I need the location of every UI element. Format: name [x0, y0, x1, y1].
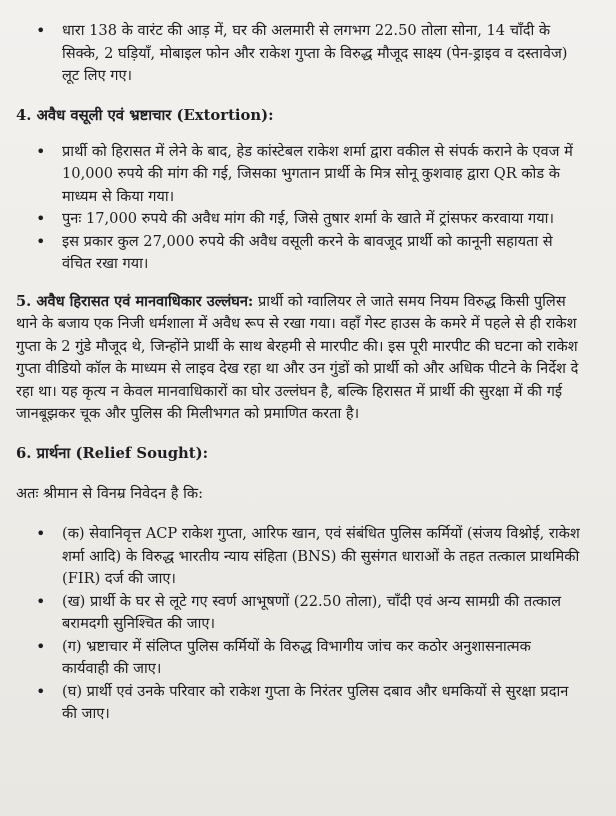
relief-bullet-list	[16, 523, 580, 726]
section4-bullet-list	[16, 141, 580, 276]
relief-intro: अतः श्रीमान से विनम्र निवेदन है कि:	[16, 484, 204, 502]
section-heading-relief: 6. प्रार्थना (Relief Sought):	[16, 444, 209, 462]
list-item: • (ख) प्रार्थी के घर से लूटे गए स्वर्ण आभूषणों (22.50 तोला), चाँदी एवं अन्य सामग्री की तत्काल बरामदगी सुनिश्चित की जाए।	[16, 591, 580, 636]
list-item: • (क) सेवानिवृत्त ACP राकेश गुप्ता, आरिफ खान, एवं संबंधित पुलिस कर्मियों (संजय विश्नोई, राकेश शर्मा आदि) के विरुद्ध भारतीय न्याय संहिता (BNS) की सुसंगत धाराओं के तहत तत्काल प्राथमिकी (FIR) दर्ज की जाए।	[16, 523, 580, 591]
list-item: • इस प्रकार कुल 27,000 रुपये की अवैध वसूली करने के बावजूद प्रार्थी को कानूनी सहायता से वंचित रखा गया।	[16, 231, 580, 276]
section-body-text: प्रार्थी को ग्वालियर ले जाते समय नियम विरुद्ध किसी पुलिस थाने के बजाय एक निजी धर्मशाला में अवैध रूप से रखा गया। वहाँ गेस्ट हाउस के कमरे में पहले से ही राकेश गुप्ता के 2 गुंडे मौजूद थे, जिन्होंने प्रार्थी के साथ बेरहमी से मारपीट की। इस पूरी मारपीट की घटना को राकेश गुप्ता वीडियो कॉल के माध्यम से लाइव देख रहा था और उन गुंडों को प्रार्थी को और अधिक पीटने के निर्देश दे रहा था। यह कृत्य न केवल मानवाधिकारों का घोर उल्लंघन है, बल्कि हिरासत में प्रार्थी की सुरक्षा में की गई जानबूझकर चूक और पुलिस की मिलीभगत को प्रमाणित करता है।	[16, 292, 579, 422]
list-item: • पुनः 17,000 रुपये की अवैध मांग की गई, जिसे तुषार शर्मा के खाते में ट्रांसफर करवाया गया।	[16, 208, 580, 231]
section-heading-illegal-detention: 5. अवैध हिरासत एवं मानवाधिकार उल्लंघन:	[16, 292, 254, 310]
section3-bullet-list	[16, 20, 580, 88]
list-item: • (घ) प्रार्थी एवं उनके परिवार को राकेश गुप्ता के निरंतर पुलिस दबाव और धमकियों से सुरक्षा प्रदान की जाए।	[16, 681, 580, 726]
list-item: • (ग) भ्रष्टाचार में संलिप्त पुलिस कर्मियों के विरुद्ध विभागीय जांच कर कठोर अनुशासनात्मक कार्यवाही की जाए।	[16, 636, 580, 681]
list-item: • प्रार्थी को हिरासत में लेने के बाद, हेड कांस्टेबल राकेश शर्मा द्वारा वकील से संपर्क कराने के एवज में 10,000 रुपये की मांग की गई, जिसका भुगतान प्रार्थी के मित्र सोनू कुशवाह द्वारा QR कोड के माध्यम से किया गया।	[16, 141, 580, 209]
section-illegal-detention-paragraph	[16, 291, 580, 426]
list-item: • धारा 138 के वारंट की आड़ में, घर की अलमारी से लगभग 22.50 तोला सोना, 14 चाँदी के सिक्के, 2 घड़ियाँ, मोबाइल फोन और राकेश गुप्ता के विरुद्ध मौजूद साक्ष्य (पेन-ड्राइव व दस्तावेज) लूट लिए गए।	[16, 20, 580, 88]
section-heading-extortion: 4. अवैध वसूली एवं भ्रष्टाचार (Extortion):	[16, 106, 274, 124]
